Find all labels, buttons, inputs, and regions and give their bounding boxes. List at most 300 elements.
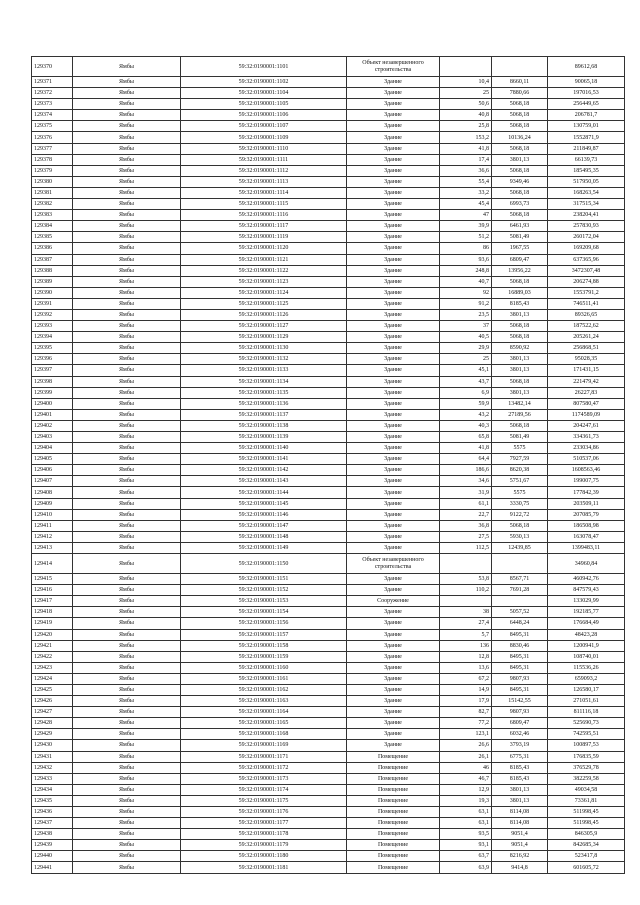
cadastral-value-cell: 256449,65 [548, 99, 625, 110]
cadastral-number-cell: 59:32:0190001:1176 [181, 807, 347, 818]
object-type-cell: Здание [347, 343, 440, 354]
cadastral-number-cell: 59:32:0190001:1162 [181, 684, 347, 695]
unit-value-cell: 8114,08 [492, 818, 548, 829]
table-row [32, 487, 625, 498]
table-row [32, 77, 625, 88]
unit-value-cell: 8660,11 [492, 77, 548, 88]
unit-value-cell: 6448,24 [492, 618, 548, 629]
locality-cell: Ямбы [73, 298, 181, 309]
area-cell: 40,5 [440, 332, 492, 343]
table-row [32, 365, 625, 376]
locality-cell: Ямбы [73, 187, 181, 198]
record-number-cell: 129402 [32, 420, 73, 431]
object-type-cell: Здание [347, 640, 440, 651]
cadastral-value-cell: 525690,73 [548, 718, 625, 729]
area-cell: 17,4 [440, 154, 492, 165]
unit-value-cell: 8185,43 [492, 773, 548, 784]
cadastral-number-cell: 59:32:0190001:1171 [181, 751, 347, 762]
table-row [32, 607, 625, 618]
locality-cell: Ямбы [73, 199, 181, 210]
record-number-cell: 129438 [32, 829, 73, 840]
area-cell: 45,4 [440, 199, 492, 210]
unit-value-cell: 5068,18 [492, 99, 548, 110]
object-type-cell: Объект незавершенного строительства [347, 57, 440, 77]
unit-value-cell: 3801,13 [492, 387, 548, 398]
cadastral-value-cell: 271051,61 [548, 696, 625, 707]
unit-value-cell: 5930,13 [492, 531, 548, 542]
record-number-cell: 129415 [32, 574, 73, 585]
object-type-cell: Здание [347, 199, 440, 210]
cadastral-number-cell: 59:32:0190001:1150 [181, 554, 347, 574]
cadastral-number-cell: 59:32:0190001:1141 [181, 454, 347, 465]
table-row [32, 121, 625, 132]
record-number-cell: 129431 [32, 751, 73, 762]
cadastral-value-cell: 510537,06 [548, 454, 625, 465]
locality-cell: Ямбы [73, 574, 181, 585]
table-row [32, 210, 625, 221]
cadastral-value-cell: 206274,88 [548, 276, 625, 287]
object-type-cell: Здание [347, 110, 440, 121]
locality-cell: Ямбы [73, 409, 181, 420]
record-number-cell: 129404 [32, 443, 73, 454]
unit-value-cell: 5068,18 [492, 143, 548, 154]
table-row [32, 718, 625, 729]
record-number-cell: 129382 [32, 199, 73, 210]
cadastral-value-cell: 1399483,11 [548, 542, 625, 553]
cadastral-number-cell: 59:32:0190001:1134 [181, 376, 347, 387]
record-number-cell: 129424 [32, 673, 73, 684]
cadastral-value-cell: 176835,59 [548, 751, 625, 762]
locality-cell: Ямбы [73, 784, 181, 795]
object-type-cell: Здание [347, 176, 440, 187]
locality-cell: Ямбы [73, 77, 181, 88]
locality-cell: Ямбы [73, 520, 181, 531]
object-type-cell: Здание [347, 651, 440, 662]
object-type-cell: Здание [347, 309, 440, 320]
object-type-cell: Помещение [347, 773, 440, 784]
cadastral-number-cell: 59:32:0190001:1180 [181, 851, 347, 862]
record-number-cell: 129393 [32, 321, 73, 332]
cadastral-value-cell: 176684,49 [548, 618, 625, 629]
area-cell: 47 [440, 210, 492, 221]
cadastral-number-cell: 59:32:0190001:1136 [181, 398, 347, 409]
object-type-cell: Здание [347, 509, 440, 520]
cadastral-number-cell: 59:32:0190001:1110 [181, 143, 347, 154]
record-number-cell: 129371 [32, 77, 73, 88]
cadastral-value-cell: 842685,34 [548, 840, 625, 851]
locality-cell: Ямбы [73, 751, 181, 762]
record-number-cell: 129433 [32, 773, 73, 784]
object-type-cell: Здание [347, 298, 440, 309]
area-cell [440, 596, 492, 607]
record-number-cell: 129440 [32, 851, 73, 862]
cadastral-value-cell: 3472307,48 [548, 265, 625, 276]
object-type-cell: Здание [347, 376, 440, 387]
table-row [32, 662, 625, 673]
area-cell: 91,2 [440, 298, 492, 309]
object-type-cell: Помещение [347, 829, 440, 840]
locality-cell: Ямбы [73, 276, 181, 287]
cadastral-value-cell: 73361,81 [548, 795, 625, 806]
area-cell: 22,7 [440, 509, 492, 520]
record-number-cell: 129430 [32, 740, 73, 751]
record-number-cell: 129391 [32, 298, 73, 309]
object-type-cell: Здание [347, 354, 440, 365]
cadastral-number-cell: 59:32:0190001:1178 [181, 829, 347, 840]
object-type-cell: Здание [347, 99, 440, 110]
area-cell: 61,1 [440, 498, 492, 509]
table-row [32, 696, 625, 707]
unit-value-cell: 5068,18 [492, 376, 548, 387]
unit-value-cell: 9807,93 [492, 673, 548, 684]
locality-cell: Ямбы [73, 99, 181, 110]
unit-value-cell: 5068,18 [492, 321, 548, 332]
cadastral-value-cell: 334361,73 [548, 432, 625, 443]
area-cell: 51,2 [440, 232, 492, 243]
locality-cell: Ямбы [73, 387, 181, 398]
cadastral-number-cell: 59:32:0190001:1126 [181, 309, 347, 320]
cadastral-number-cell: 59:32:0190001:1101 [181, 57, 347, 77]
record-number-cell: 129410 [32, 509, 73, 520]
cadastral-value-cell: 746511,41 [548, 298, 625, 309]
cadastral-value-cell: 221479,42 [548, 376, 625, 387]
cadastral-number-cell: 59:32:0190001:1175 [181, 795, 347, 806]
record-number-cell: 129406 [32, 465, 73, 476]
area-cell: 123,1 [440, 729, 492, 740]
cadastral-value-cell: 100897,53 [548, 740, 625, 751]
record-number-cell: 129380 [32, 176, 73, 187]
locality-cell: Ямбы [73, 596, 181, 607]
area-cell: 36,6 [440, 165, 492, 176]
cadastral-number-cell: 59:32:0190001:1133 [181, 365, 347, 376]
cadastral-value-cell: 811116,18 [548, 707, 625, 718]
cadastral-number-cell: 59:32:0190001:1164 [181, 707, 347, 718]
table-row [32, 740, 625, 751]
object-type-cell: Здание [347, 265, 440, 276]
object-type-cell: Здание [347, 696, 440, 707]
unit-value-cell: 9051,4 [492, 829, 548, 840]
cadastral-value-cell: 211849,87 [548, 143, 625, 154]
object-type-cell: Помещение [347, 818, 440, 829]
area-cell: 112,5 [440, 542, 492, 553]
cadastral-number-cell: 59:32:0190001:1104 [181, 88, 347, 99]
area-cell: 55,4 [440, 176, 492, 187]
table-row [32, 232, 625, 243]
cadastral-value-cell: 34960,84 [548, 554, 625, 574]
object-type-cell: Помещение [347, 784, 440, 795]
cadastral-value-cell: 49034,58 [548, 784, 625, 795]
cadastral-value-cell: 460942,76 [548, 574, 625, 585]
area-cell: 37 [440, 321, 492, 332]
cadastral-value-cell: 317515,34 [548, 199, 625, 210]
record-number-cell: 129428 [32, 718, 73, 729]
locality-cell: Ямбы [73, 640, 181, 651]
table-row [32, 476, 625, 487]
locality-cell: Ямбы [73, 585, 181, 596]
table-row [32, 465, 625, 476]
unit-value-cell: 3801,13 [492, 354, 548, 365]
table-row [32, 818, 625, 829]
unit-value-cell: 12439,85 [492, 542, 548, 553]
area-cell: 5,7 [440, 629, 492, 640]
unit-value-cell: 8620,38 [492, 465, 548, 476]
object-type-cell: Объект незавершенного строительства [347, 554, 440, 574]
table-row [32, 784, 625, 795]
object-type-cell: Помещение [347, 762, 440, 773]
locality-cell: Ямбы [73, 740, 181, 751]
record-number-cell: 129377 [32, 143, 73, 154]
record-number-cell: 129432 [32, 762, 73, 773]
object-type-cell: Здание [347, 232, 440, 243]
object-type-cell: Здание [347, 88, 440, 99]
record-number-cell: 129394 [32, 332, 73, 343]
object-type-cell: Здание [347, 432, 440, 443]
record-number-cell: 129405 [32, 454, 73, 465]
area-cell: 36,8 [440, 520, 492, 531]
unit-value-cell: 7927,59 [492, 454, 548, 465]
cadastral-value-cell: 260172,04 [548, 232, 625, 243]
table-row [32, 254, 625, 265]
locality-cell: Ямбы [73, 398, 181, 409]
unit-value-cell: 9122,72 [492, 509, 548, 520]
record-number-cell: 129416 [32, 585, 73, 596]
table-row [32, 243, 625, 254]
table-row [32, 554, 625, 574]
unit-value-cell: 5068,18 [492, 276, 548, 287]
unit-value-cell: 5575 [492, 443, 548, 454]
record-number-cell: 129409 [32, 498, 73, 509]
locality-cell: Ямбы [73, 121, 181, 132]
cadastral-value-cell: 115536,26 [548, 662, 625, 673]
locality-cell: Ямбы [73, 265, 181, 276]
cadastral-value-cell: 256868,51 [548, 343, 625, 354]
area-cell: 13,6 [440, 662, 492, 673]
record-number-cell: 129435 [32, 795, 73, 806]
object-type-cell: Здание [347, 542, 440, 553]
cadastral-value-cell: 66139,73 [548, 154, 625, 165]
cadastral-value-cell: 1174589,09 [548, 409, 625, 420]
object-type-cell: Здание [347, 287, 440, 298]
unit-value-cell: 6461,93 [492, 221, 548, 232]
unit-value-cell: 8216,92 [492, 851, 548, 862]
unit-value-cell: 5751,67 [492, 476, 548, 487]
table-row [32, 287, 625, 298]
cadastral-number-cell: 59:32:0190001:1157 [181, 629, 347, 640]
area-cell: 41,8 [440, 443, 492, 454]
unit-value-cell: 6993,73 [492, 199, 548, 210]
cadastral-value-cell: 130759,01 [548, 121, 625, 132]
cadastral-number-cell: 59:32:0190001:1148 [181, 531, 347, 542]
object-type-cell: Здание [347, 476, 440, 487]
locality-cell: Ямбы [73, 420, 181, 431]
object-type-cell: Здание [347, 443, 440, 454]
table-row [32, 509, 625, 520]
table-row [32, 574, 625, 585]
table-row [32, 199, 625, 210]
locality-cell: Ямбы [73, 165, 181, 176]
object-type-cell: Здание [347, 718, 440, 729]
record-number-cell: 129411 [32, 520, 73, 531]
unit-value-cell: 6809,47 [492, 254, 548, 265]
cadastral-number-cell: 59:32:0190001:1169 [181, 740, 347, 751]
unit-value-cell: 8830,46 [492, 640, 548, 651]
locality-cell: Ямбы [73, 651, 181, 662]
object-type-cell: Здание [347, 321, 440, 332]
cadastral-number-cell: 59:32:0190001:1107 [181, 121, 347, 132]
area-cell: 46,7 [440, 773, 492, 784]
cadastral-value-cell: 48423,28 [548, 629, 625, 640]
unit-value-cell: 3330,75 [492, 498, 548, 509]
record-number-cell: 129429 [32, 729, 73, 740]
record-number-cell: 129397 [32, 365, 73, 376]
cadastral-number-cell: 59:32:0190001:1109 [181, 132, 347, 143]
table-row [32, 651, 625, 662]
cadastral-number-cell: 59:32:0190001:1115 [181, 199, 347, 210]
locality-cell: Ямбы [73, 487, 181, 498]
cadastral-value-cell: 601605,72 [548, 862, 625, 873]
cadastral-value-cell: 199007,75 [548, 476, 625, 487]
cadastral-value-cell: 168263,54 [548, 187, 625, 198]
area-cell: 26,6 [440, 740, 492, 751]
cadastral-number-cell: 59:32:0190001:1120 [181, 243, 347, 254]
area-cell: 25 [440, 354, 492, 365]
cadastral-value-cell: 511998,45 [548, 807, 625, 818]
record-number-cell: 129400 [32, 398, 73, 409]
area-cell: 31,9 [440, 487, 492, 498]
cadastral-value-cell: 171431,15 [548, 365, 625, 376]
cadastral-value-cell: 238204,41 [548, 210, 625, 221]
unit-value-cell: 27189,56 [492, 409, 548, 420]
table-row [32, 618, 625, 629]
cadastral-value-cell: 1608563,46 [548, 465, 625, 476]
record-number-cell: 129434 [32, 784, 73, 795]
object-type-cell: Помещение [347, 862, 440, 873]
unit-value-cell: 10136,24 [492, 132, 548, 143]
object-type-cell: Здание [347, 332, 440, 343]
area-cell: 248,8 [440, 265, 492, 276]
cadastral-number-cell: 59:32:0190001:1161 [181, 673, 347, 684]
object-type-cell: Здание [347, 210, 440, 221]
object-type-cell: Здание [347, 531, 440, 542]
table-row [32, 132, 625, 143]
area-cell: 77,2 [440, 718, 492, 729]
unit-value-cell: 5068,18 [492, 420, 548, 431]
cadastral-number-cell: 59:32:0190001:1102 [181, 77, 347, 88]
locality-cell: Ямбы [73, 443, 181, 454]
area-cell: 86 [440, 243, 492, 254]
record-number-cell: 129417 [32, 596, 73, 607]
cadastral-value-cell: 204247,61 [548, 420, 625, 431]
unit-value-cell: 6032,46 [492, 729, 548, 740]
unit-value-cell: 5057,52 [492, 607, 548, 618]
cadastral-value-cell: 169209,68 [548, 243, 625, 254]
cadastral-value-cell: 233034,86 [548, 443, 625, 454]
unit-value-cell: 8495,31 [492, 629, 548, 640]
table-row [32, 851, 625, 862]
locality-cell: Ямбы [73, 662, 181, 673]
locality-cell: Ямбы [73, 365, 181, 376]
record-number-cell: 129426 [32, 696, 73, 707]
area-cell: 38 [440, 607, 492, 618]
table-row [32, 409, 625, 420]
locality-cell: Ямбы [73, 629, 181, 640]
cadastral-number-cell: 59:32:0190001:1130 [181, 343, 347, 354]
unit-value-cell: 7880,66 [492, 88, 548, 99]
object-type-cell: Здание [347, 165, 440, 176]
locality-cell: Ямбы [73, 673, 181, 684]
locality-cell: Ямбы [73, 321, 181, 332]
record-number-cell: 129427 [32, 707, 73, 718]
record-number-cell: 129401 [32, 409, 73, 420]
locality-cell: Ямбы [73, 287, 181, 298]
cadastral-number-cell: 59:32:0190001:1153 [181, 596, 347, 607]
object-type-cell: Здание [347, 121, 440, 132]
area-cell: 41,8 [440, 143, 492, 154]
cadastral-value-cell: 807580,47 [548, 398, 625, 409]
table-row [32, 454, 625, 465]
area-cell: 26,1 [440, 751, 492, 762]
record-number-cell: 129375 [32, 121, 73, 132]
locality-cell: Ямбы [73, 542, 181, 553]
table-row [32, 332, 625, 343]
cadastral-number-cell: 59:32:0190001:1154 [181, 607, 347, 618]
object-type-cell: Помещение [347, 851, 440, 862]
locality-cell: Ямбы [73, 88, 181, 99]
area-cell: 40,3 [440, 420, 492, 431]
table-row [32, 729, 625, 740]
locality-cell: Ямбы [73, 773, 181, 784]
area-cell: 46 [440, 762, 492, 773]
cadastral-value-cell: 203509,11 [548, 498, 625, 509]
area-cell: 82,7 [440, 707, 492, 718]
cadastral-number-cell: 59:32:0190001:1147 [181, 520, 347, 531]
table-row [32, 762, 625, 773]
area-cell: 40,7 [440, 276, 492, 287]
unit-value-cell: 5068,18 [492, 165, 548, 176]
table-row [32, 309, 625, 320]
cadastral-number-cell: 59:32:0190001:1177 [181, 818, 347, 829]
cadastral-number-cell: 59:32:0190001:1172 [181, 762, 347, 773]
record-number-cell: 129414 [32, 554, 73, 574]
cadastral-number-cell: 59:32:0190001:1179 [181, 840, 347, 851]
cadastral-number-cell: 59:32:0190001:1111 [181, 154, 347, 165]
cadastral-number-cell: 59:32:0190001:1125 [181, 298, 347, 309]
area-cell: 27,5 [440, 531, 492, 542]
cadastral-number-cell: 59:32:0190001:1124 [181, 287, 347, 298]
record-number-cell: 129370 [32, 57, 73, 77]
cadastral-number-cell: 59:32:0190001:1173 [181, 773, 347, 784]
cadastral-value-cell: 511998,45 [548, 818, 625, 829]
area-cell: 29,9 [440, 343, 492, 354]
object-type-cell: Здание [347, 454, 440, 465]
cadastral-number-cell: 59:32:0190001:1105 [181, 99, 347, 110]
record-number-cell: 129374 [32, 110, 73, 121]
locality-cell: Ямбы [73, 243, 181, 254]
record-number-cell: 129408 [32, 487, 73, 498]
cadastral-value-cell: 1552871,9 [548, 132, 625, 143]
locality-cell: Ямбы [73, 707, 181, 718]
area-cell: 25 [440, 88, 492, 99]
record-number-cell: 129378 [32, 154, 73, 165]
area-cell: 92 [440, 287, 492, 298]
cadastral-value-cell: 847579,43 [548, 585, 625, 596]
record-number-cell: 129381 [32, 187, 73, 198]
record-number-cell: 129398 [32, 376, 73, 387]
table-row [32, 176, 625, 187]
record-number-cell: 129384 [32, 221, 73, 232]
unit-value-cell: 3801,13 [492, 309, 548, 320]
cadastral-value-cell: 26227,83 [548, 387, 625, 398]
